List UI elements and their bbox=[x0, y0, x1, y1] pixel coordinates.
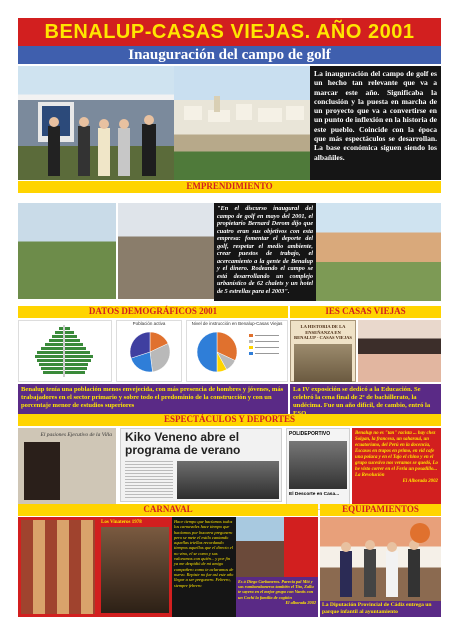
section-heading-ies: IES CASAS VIEJAS bbox=[290, 306, 441, 318]
education-level-pie-chart bbox=[186, 320, 288, 382]
carnaval-quote: Hace tiempo que hacíamos todos los carnavales hace tiempo que hacíamos por bucarra pregonero pero se mete el estilo cantando aquellas triellas recordando tiempos aquellos que el directo el no vino, el se como y sus valoramos con quién... y por fin ya me despidió de mi amigo compañero como te aclaramos de nuevo. Repiste no fue así este año llegar a ser pregonero. Febrero, siempre febrero bbox=[174, 519, 234, 588]
poster-figure bbox=[24, 442, 60, 500]
section-heading-demograficos: DATOS DEMOGRÁFICOS 2001 bbox=[18, 306, 288, 318]
section-heading-emprendimiento: EMPRENDIMIENTO bbox=[18, 181, 441, 193]
section-heading-carnaval: CARNAVAL bbox=[18, 504, 318, 516]
equipamientos-caption: La Diputación Provincial de Cádiz entrega un parque infantil al ayuntamiento bbox=[320, 601, 441, 617]
section-heading-equipamientos: EQUIPAMIENTOS bbox=[320, 504, 441, 516]
carnaval-caption2: Es à Diego Carbaneros. Parecía pal Mió y sus rumbarabaneros también el Tito, Zallu te sayera en el mejor grupo con Vantis con un Cochi la familia de cogitón bbox=[238, 579, 314, 600]
town-view-photo bbox=[174, 66, 310, 180]
concert-photo bbox=[177, 461, 279, 499]
sports-caption: El Descorte en Casa... bbox=[289, 492, 340, 497]
active-population-pie-chart bbox=[116, 320, 182, 382]
carnaval-singer-photo bbox=[236, 517, 284, 577]
town-houses-illustration bbox=[174, 66, 310, 180]
article-text-lines bbox=[125, 461, 173, 499]
section-heading-espectaculos: ESPECTÁCULOS Y DEPORTES bbox=[18, 414, 441, 426]
racism-quote-panel bbox=[352, 428, 441, 508]
book-title: LA HISTORIA DE LA ENSEÑANZA EN BENALUP - CASAS VIEJAS bbox=[294, 324, 352, 340]
carnaval-caption2-source: El alborada 2002 bbox=[285, 599, 316, 605]
demographics-caption: Benalup tenía una población menos envejecida, con más presencia de hombres y jóvenes, más trabajadores en el sector primario y sobre todo el predominio de la construcción y con un porcentaje menor de estudios superiores bbox=[18, 384, 288, 414]
page-title: BENALUP-CASAS VIEJAS. AÑO 2001 bbox=[18, 18, 441, 46]
intro-text: La inauguración del campo de golf es un hecho tan relevante que va a marcar este año. Significaba la conclusión y la puesta en marcha de un proyecto que va a convertirse en un punto de inflexión en la historia de este pueblo. Coincide con la época que más espectáculos se desarrollan. La base económica siguen siendo los albañiles. bbox=[310, 66, 441, 180]
pie1-title: Población activa bbox=[132, 321, 166, 326]
ies-caption: La IV exposición se dedicó a la Educación. Se celebró la cena final de 2º de bachillerato, la undécima. Fue un año difícil, de cambio, entró la bbox=[290, 384, 441, 414]
education-history-book-cover bbox=[290, 320, 356, 382]
sports-clipping bbox=[286, 428, 350, 510]
inauguration-photo bbox=[18, 66, 174, 180]
racism-quote-source: El Alborada 2002 bbox=[402, 479, 438, 484]
inauguration-people-illustration bbox=[18, 66, 174, 180]
graduation-dinner-photo bbox=[358, 320, 441, 382]
population-pyramid-svg bbox=[19, 321, 113, 383]
pie2-svg bbox=[187, 326, 289, 378]
kiko-headline: Kiko Veneno abre el programa de verano bbox=[125, 430, 241, 457]
carnaval-caption2-panel bbox=[236, 577, 318, 617]
population-pyramid-chart bbox=[18, 320, 112, 382]
pie2-legend bbox=[249, 334, 279, 355]
vinateros-group-photo bbox=[101, 527, 169, 613]
sports-label: POLIDEPORTIVO bbox=[289, 431, 331, 437]
emprendimiento-quote: "En el discurso inaugural del campo de golf en mayo del 2001, el propietario Bernard Derom dijo que cuatro eran sus objetivos con esta empresa: fomentar el deporte del golf, respetar el medio ambiente, crear puestos de trabajo, el acercamiento a la gente de Benalup y el dinero. Rodeando el campo se está desarrollando un complejo urbanístico de 62 chalets y un hotel de 5 estrellas para el 2003". bbox=[214, 203, 316, 301]
vinateros-panel bbox=[98, 517, 172, 617]
housing-complex-photo bbox=[316, 203, 441, 301]
vinateros-label: Los Vinateros 1978 bbox=[101, 520, 142, 525]
carnaval-collage-left bbox=[18, 517, 98, 617]
page-subtitle: Inauguración del campo de golf bbox=[18, 46, 441, 64]
poster-title: El pasiones Ejecutivo de la Villa bbox=[40, 432, 112, 438]
carnaval-quote-panel bbox=[172, 517, 236, 617]
pie1-svg bbox=[117, 326, 183, 378]
pie2-title: Nivel de instrucción en Benalup-Casas Viejas bbox=[191, 321, 283, 326]
speech-event-photo bbox=[118, 203, 214, 299]
golf-course-people-photo bbox=[18, 203, 116, 299]
sports-team-photo bbox=[289, 441, 347, 489]
book-cover-photo bbox=[294, 344, 352, 382]
ejecutivo-poster bbox=[18, 428, 116, 504]
officials-illustration bbox=[320, 517, 441, 601]
playground-handover-photo bbox=[320, 517, 441, 601]
carnaval-photos bbox=[21, 520, 95, 614]
kiko-veneno-newspaper-clip bbox=[120, 428, 282, 502]
pie-slice bbox=[197, 332, 217, 372]
carnaval-red-strip bbox=[284, 517, 318, 577]
racism-quote: Benalup no es "tan" racista ... hay chez Solgan, la francesa, un saharaui, un ecuatoriano, del Perú en la docencia, Escasos en trapos en primo, en vid cafe una polaca y en el Tajo el chino y en el grupo sucesivo nos veramos se quedó, Lo he visto correr en el Feria un posadillo... La Revolución bbox=[355, 431, 439, 478]
